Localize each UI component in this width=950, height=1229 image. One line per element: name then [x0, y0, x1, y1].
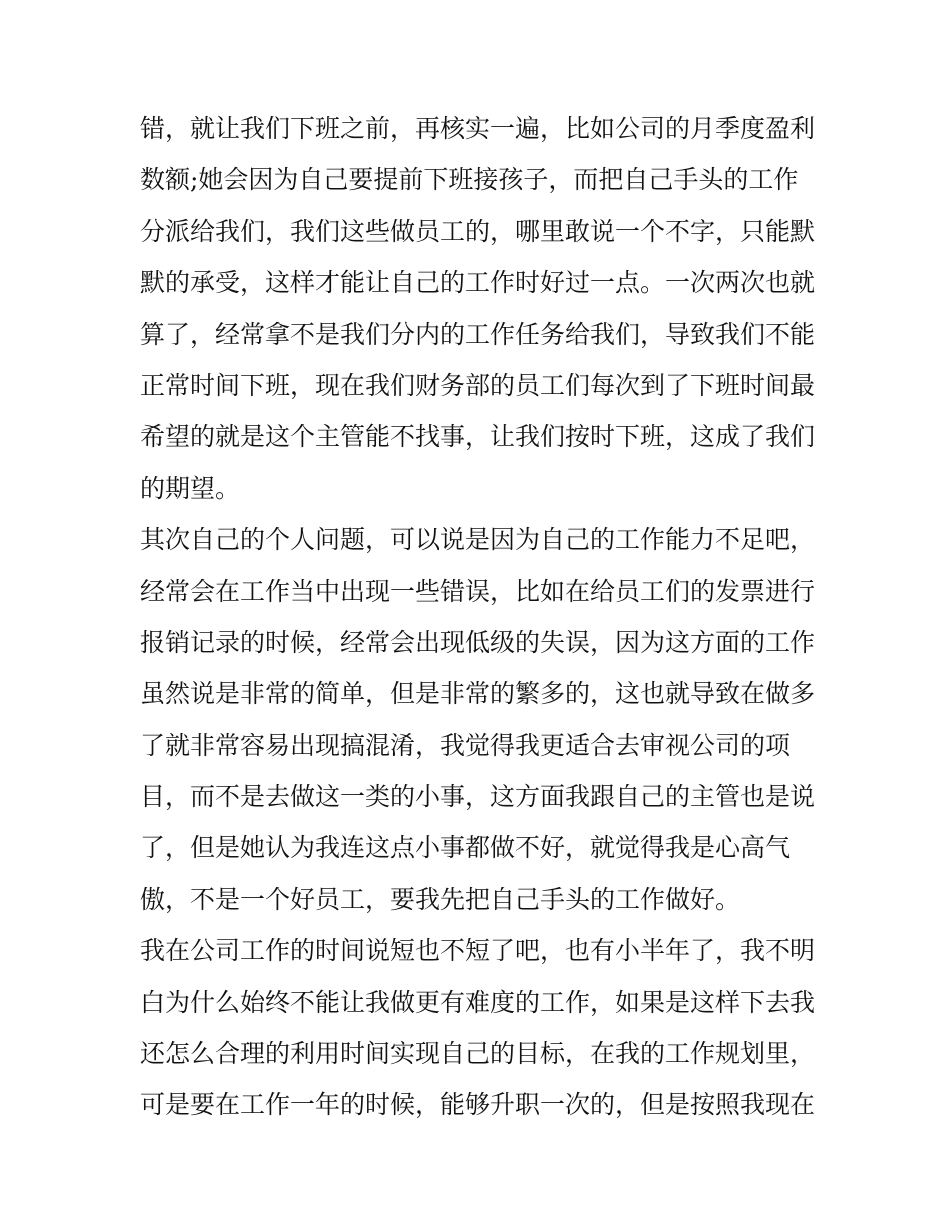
text-line: 的期望。: [140, 473, 241, 503]
text-line: 目，而不是去做这一类的小事，这方面我跟自己的主管也是说: [140, 782, 816, 812]
text-line: 希望的就是这个主管能不找事，让我们按时下班，这成了我们: [140, 422, 816, 452]
text-line: 数额;她会因为自己要提前下班接孩子，而把自己手头的工作: [140, 165, 799, 195]
text-line: 虽然说是非常的简单，但是非常的繁多的，这也就导致在做多: [140, 679, 816, 709]
text-line: 正常时间下班，现在我们财务部的员工们每次到了下班时间最: [140, 370, 816, 400]
text-line: 默的承受，这样才能让自己的工作时好过一点。一次两次也就: [140, 268, 816, 298]
text-line: 报销记录的时候，经常会出现低级的失误，因为这方面的工作: [140, 627, 816, 657]
text-line: 分派给我们，我们这些做员工的，哪里敢说一个不字，只能默: [140, 216, 816, 246]
text-line: 经常会在工作当中出现一些错误，比如在给员工们的发票进行: [140, 576, 816, 606]
text-line: 了就非常容易出现搞混淆，我觉得我更适合去审视公司的项: [140, 730, 791, 760]
text-line: 其次自己的个人问题，可以说是因为自己的工作能力不足吧，: [140, 525, 816, 555]
text-line: 可是要在工作一年的时候，能够升职一次的，但是按照我现在: [140, 1090, 816, 1120]
text-line: 算了，经常拿不是我们分内的工作任务给我们，导致我们不能: [140, 319, 816, 349]
text-line: 错，就让我们下班之前，再核实一遍，比如公司的月季度盈利: [140, 114, 816, 143]
body-text: [140, 103, 820, 1131]
text-line: 傲，不是一个好员工，要我先把自己手头的工作做好。: [140, 884, 741, 914]
text-line: 还怎么合理的利用时间实现自己的目标，在我的工作规划里，: [140, 1039, 816, 1069]
text-line: 了，但是她认为我连这点小事都做不好，就觉得我是心高气: [140, 833, 791, 863]
text-line: 白为什么始终不能让我做更有难度的工作，如果是这样下去我: [140, 987, 816, 1017]
text-line: 我在公司工作的时间说短也不短了吧，也有小半年了，我不明: [140, 936, 816, 966]
